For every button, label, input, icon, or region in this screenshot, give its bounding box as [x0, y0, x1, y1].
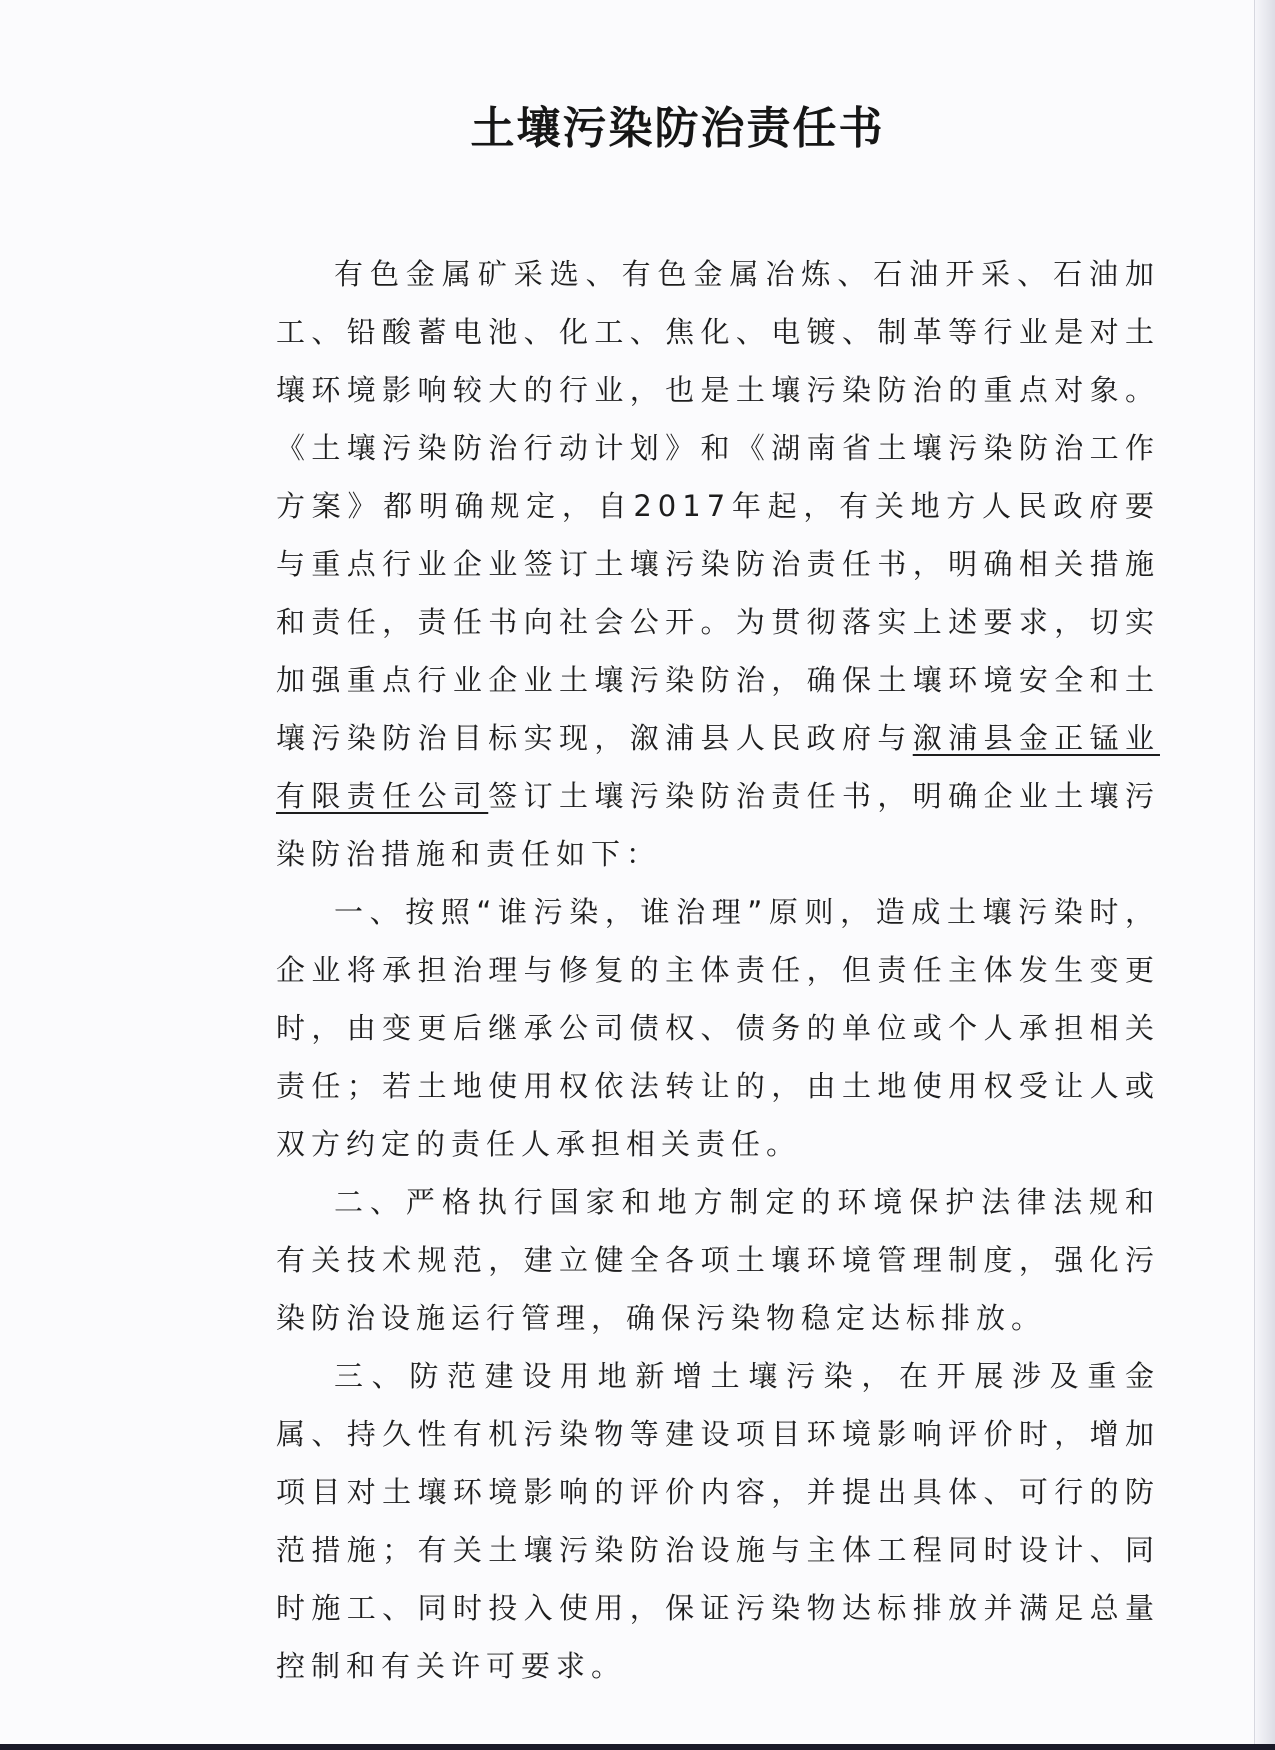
scan-bottom-edge	[0, 1744, 1275, 1750]
document-body	[276, 245, 1160, 1695]
intro-paragraph	[276, 245, 1160, 883]
intro-text-after-company: 签订土壤污染防治责任书，明确企业土壤污染防治措施和责任如下：	[276, 779, 1160, 871]
page-fold-edge	[1254, 0, 1275, 1750]
intro-text-before-company: 有色金属矿采选、有色金属冶炼、石油开采、石油加工、铅酸蓄电池、化工、焦化、电镀、制革等行业是对土壤环境影响较大的行业，也是土壤污染防治的重点对象。《土壤污染防治行动计划》和《湖南省土壤污染防治工作方案》都明确规定，自2017年起，有关地方人民政府要与重点行业企业签订土壤污染防治责任书，明确相关措施和责任，责任书向社会公开。为贯彻落实上述要求，切实加强重点行业企业土壤污染防治，确保土壤环境安全和土壤污染防治目标实现，溆浦县人民政府与	[276, 257, 1160, 755]
document-title: 土壤污染防治责任书	[470, 103, 885, 154]
clause-paragraph-1: 一、按照“谁污染，谁治理”原则，造成土壤污染时，企业将承担治理与修复的主体责任，但责任主体发生变更时，由变更后继承公司债权、债务的单位或个人承担相关责任；若土地使用权依法转让的，由土地使用权受让人或双方约定的责任人承担相关责任。	[276, 895, 1160, 1161]
clause-paragraph-3: 三、防范建设用地新增土壤污染，在开展涉及重金属、持久性有机污染物等建设项目环境影响评价时，增加项目对土壤环境影响的评价内容，并提出具体、可行的防范措施；有关土壤污染防治设施与主体工程同时设计、同时施工、同时投入使用，保证污染物达标排放并满足总量控制和有关许可要求。	[276, 1359, 1160, 1683]
clause-paragraph-2: 二、严格执行国家和地方制定的环境保护法律法规和有关技术规范，建立健全各项土壤环境管理制度，强化污染防治设施运行管理，确保污染物稳定达标排放。	[276, 1185, 1160, 1335]
company-name: 溆浦县金正锰业有限责任公司	[276, 721, 1160, 813]
